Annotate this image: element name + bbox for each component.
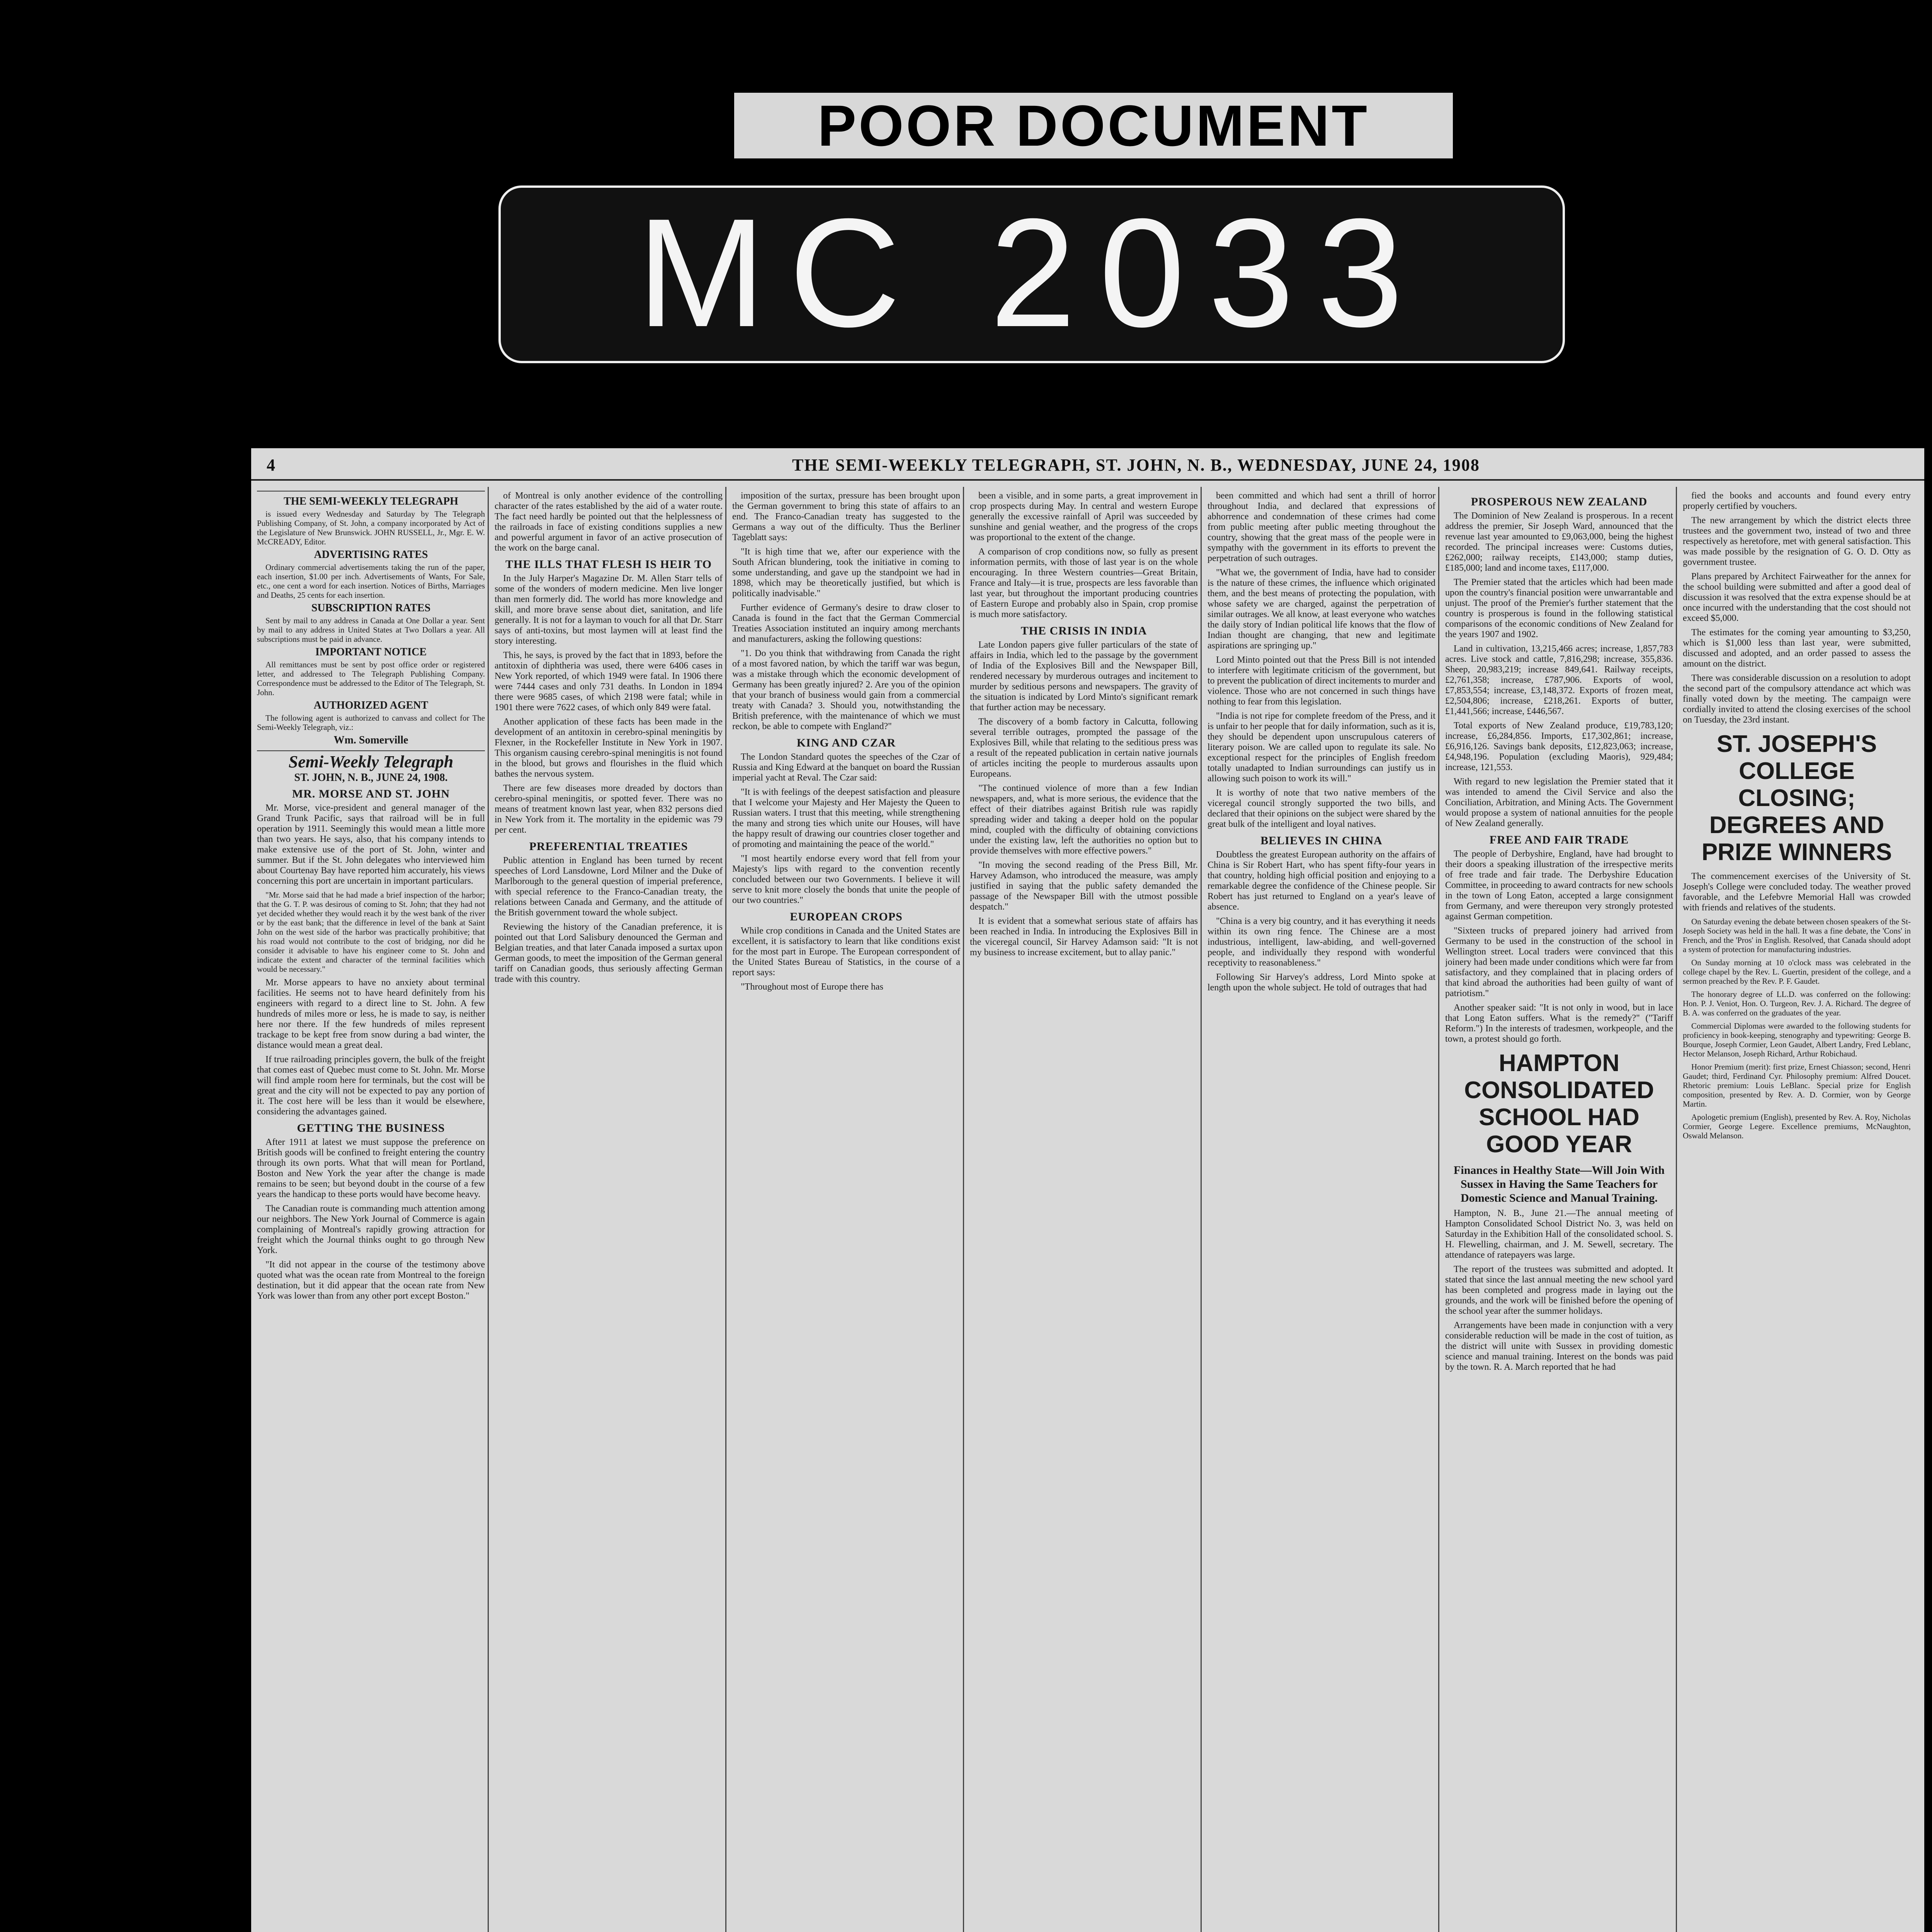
paragraph: Total exports of New Zealand produce, £19,783,120; increase, £6,284,856. Imports, £17,302,861; increase, £6,916,126. Savings bank deposits, £12,823,063; increase, £4,948,196. Population (excluding Maoris), 929,484; increase, 121,553. [1445, 721, 1673, 772]
paragraph: Doubtless the greatest European authority on the affairs of China is Sir Robert Hart, who has spent fifty-four years in that country, holding high official position and enjoying to a remarkable degree the confidence of the Chinese people. Sir Robert has just returned to England on a year's leave of absence. [1208, 850, 1435, 912]
paragraph: Arrangements have been made in conjunction with a very considerable reduction will be made in the cost of tuition, as the district will unite with Sussex in providing domestic science and manual training. Interest on the bonds was paid by the town. R. A. March reported that he had [1445, 1320, 1673, 1372]
sub-heading: SUBSCRIPTION RATES [311, 602, 431, 614]
paragraph: There was considerable discussion on a resolution to adopt the second part of the compulsory attendance act which was finally voted down by the meeting. The campaign were cordially invited to attend the closing exercises of the school on Tuesday, the 23rd instant. [1683, 673, 1911, 725]
paragraph: The honorary degree of LL.D. was conferred on the following: Hon. P. J. Veniot, Hon. O. Turgeon, Rev. J. A. Richard. The degree of B. A. was conferred on the graduates of the year. [1683, 990, 1911, 1017]
column-4 [970, 491, 1198, 1932]
paragraph: It is evident that a somewhat serious state of affairs has been reached in India. In introducing the Explosives Bill in the viceregal council, Sir Harvey Adamson said: "It is not my business to increase excitement, but to allay panic." [970, 916, 1198, 957]
headline: KING AND CZAR [796, 736, 896, 749]
headline: GETTING THE BUSINESS [297, 1122, 445, 1134]
column-rule [488, 487, 489, 1932]
paragraph: A comparison of crop conditions now, so fully as present information permits, with those of last year is on the whole encouraging. In three Western countries—Great Britain, France and Italy—it is true, prospects are less favorable than last year, but throughout the important producing countries of Eastern Europe and probably also in Spain, crop promise is much more satisfactory. [970, 547, 1198, 619]
paragraph: Following Sir Harvey's address, Lord Minto spoke at length upon the whole subject. He told of outrages that had [1208, 972, 1435, 993]
paragraph: Plans prepared by Architect Fairweather for the annex for the school building were submitted and after a good deal of discussion it was resolved that the extra expense should be at once incurred with the understanding that the cost should not exceed $5,000. [1683, 571, 1911, 623]
headline-large: HAMPTON CONSOLIDATED SCHOOL HAD GOOD YEAR [1464, 1050, 1654, 1158]
adv-body: Ordinary commercial advertisements taking the run of the paper, each insertion, $1.00 per inch. Advertisements of Wants, For Sale, etc., one cent a word for each insertion. Notices of Births, Marriages and Deaths, 25 cents for each insertion. [257, 563, 485, 600]
paragraph: "It is with feelings of the deepest satisfaction and pleasure that I welcome your Majesty and Her Majesty the Queen to Russian waters. I trust that this meeting, while strengthening the many and strong ties which unite our Houses, will have the happy result of drawing our countries closer together and of promoting and maintaining the peace of the world." [732, 787, 960, 849]
paragraph: Reviewing the history of the Canadian preference, it is pointed out that Lord Salisbury denounced the German and Belgian treaties, and that later Canada imposed a surtax upon German goods, to meet the imposition of the German general tariff on Canadian goods, thus seriously affecting German trade with this country. [495, 922, 723, 984]
paragraph: Mr. Morse appears to have no anxiety about terminal facilities. He seems not to have heard definitely from his engineers with regard to a direct line to St. John. A few hundreds of miles more or less, he is made to say, is neither here nor there. If the few hundreds of miles represent trackage to be kept free from snow during a bad winter, the distance would mean a great deal. [257, 978, 485, 1050]
paragraph: Commercial Diplomas were awarded to the following students for proficiency in book-keeping, stenography and typewriting: George B. Bourque, Joseph Cormier, Leon Gaudet, Albert Landry, Fred Leblanc, Hector Melanson, Joseph Richard, Arthur Robichaud. [1683, 1021, 1911, 1058]
paragraph: "The continued violence of more than a few Indian newspapers, and, what is more serious, the evidence that the effect of their diatribes against British rule was rapidly spreading wider and taking a deeper hold on the popular mind, coupled with the difficulty of obtaining convictions under the existing law, left the authorities no option but to provide themselves with more effective powers." [970, 783, 1198, 856]
column-5 [1208, 491, 1435, 1932]
paragraph: With regard to new legislation the Premier stated that it was intended to amend the Civil Service and also the Conciliation, Arbitration, and Mining Acts. The Government would propose a system of national annuities for the people of New Zealand generally. [1445, 777, 1673, 828]
paragraph: of Montreal is only another evidence of the controlling character of the rates established by the aid of a water route. The fact need hardly be pointed out that the helplessness of the railroads in face of existing conditions supplies a new and powerful argument in favor of an active prosecution of the work on the barge canal. [495, 491, 723, 553]
headline-large: ST. JOSEPH'S COLLEGE CLOSING; DEGREES AND PRIZE WINNERS [1701, 731, 1892, 866]
column-3 [732, 491, 960, 1932]
paragraph: Another speaker said: "It is not only in wood, but in lace that Long Eaton suffers. What is the remedy?" ("Tariff Reform.") In the interests of tradesmen, workpeople, and the town, a protest should go forth. [1445, 1003, 1673, 1044]
paragraph: fied the books and accounts and found every entry properly certified by vouchers. [1683, 491, 1911, 511]
nameplate: Semi-Weekly Telegraph [288, 752, 454, 771]
page-number: 4 [267, 456, 275, 474]
paragraph: "In moving the second reading of the Press Bill, Mr. Harvey Adamson, who introduced the measure, was amply justified in saying that the public safety demanded the passage of the Newspaper Bill with the utmost possible despatch." [970, 860, 1198, 912]
paragraph: After 1911 at latest we must suppose the preference on British goods will be confined to freight entering the country through its own ports. What that will mean for Portland, Boston and New York the year after the change is made remains to be seen; but beyond doubt in the course of a few years the handicap to these ports would have become heavy. [257, 1137, 485, 1199]
paragraph: Another application of these facts has been made in the development of an antitoxin in cerebro-spinal meningitis by Flexner, in the Rockefeller Institute in New York in 1907. This organism causing cerebro-spinal meningitis is not found in the blood, but grows and flourishes in the fluid which bathes the nervous system. [495, 717, 723, 779]
column-2 [495, 491, 723, 1932]
agent-body: The following agent is authorized to canvass and collect for The Semi-Weekly Telegraph, viz.: [257, 713, 485, 732]
paragraph: "Sixteen trucks of prepared joinery had arrived from Germany to be used in the construction of the school in Wellington street. Local traders were convinced that this joinery had been made under conditions which were far from satisfactory, and they complained that in placing orders of that kind abroad the authorities had been guilty of want of patriotism." [1445, 926, 1673, 998]
pub-heading: THE SEMI-WEEKLY TELEGRAPH [284, 495, 458, 507]
headline: THE CRISIS IN INDIA [1020, 624, 1147, 637]
paragraph: "1. Do you think that withdrawing from Canada the right of a most favored nation, by which the tariff war was begun, was a mistake through which the economic development of Germany has been greatly injured? 2. Are you of the opinion that your branch of business would gain from a commercial treaty with Canada? 3. Should you, notwithstanding the British preference, with the maintenance of which we must reckon, be able to compete with England?" [732, 648, 960, 731]
headline: PREFERENTIAL TREATIES [529, 840, 688, 853]
paragraph: Further evidence of Germany's desire to draw closer to Canada is found in the fact that the German Commercial Treaties Association instituted an inquiry among merchants and manufacturers, asking the following questions: [732, 603, 960, 644]
subheadline: Finances in Healthy State—Will Join With Sussex in Having the Same Teachers for Domestic Science and Manual Training. [1454, 1164, 1665, 1204]
paragraph: "It did not appear in the course of the testimony above quoted what was the ocean rate from Montreal to the foreign destination, but it did appear that the ocean rate from New York was lower than from any other port except Boston." [257, 1260, 485, 1301]
headline: BELIEVES IN CHINA [1260, 834, 1383, 847]
paragraph: been committed and which had sent a thrill of horror throughout India, and declared that expressions of abhorrence and condemnation of these crimes had come from public meeting after public meeting throughout the country, showing that the great mass of the people were in sympathy with the government in its efforts to prevent the perpetration of such outrages. [1208, 491, 1435, 563]
paragraph: There are few diseases more dreaded by doctors than cerebro-spinal meningitis, or spotted fever. There was no means of treatment known last year, when 832 persons died in New York from it. The mortality in the epidemic was 79 per cent. [495, 783, 723, 835]
paragraph: Apologetic premium (English), presented by Rev. A. Roy, Nicholas Cormier, George Legere. Excellence premiums, McNaughton, Oswald Melanson. [1683, 1112, 1911, 1140]
paragraph: If true railroading principles govern, the bulk of the freight that comes east of Quebec must come to St. John. Mr. Morse will find ample room here for terminals, but the cost will be great and the city will not be expected to pay any portion of it. The cost here will be less than it would be elsewhere, considering the advantages gained. [257, 1054, 485, 1117]
paragraph: On Saturday evening the debate between chosen speakers of the St-Joseph Society was held in the hall. It was a fine debate, the 'Cons' in French, and the 'Pros' in English. Resolved, that Canada should adopt a system of protection for manufacturing industries. [1683, 917, 1911, 954]
headline: EUROPEAN CROPS [790, 910, 903, 923]
column-6 [1445, 491, 1673, 1932]
pub-body: is issued every Wednesday and Saturday by The Telegraph Publishing Company, of St. John, a company incorporated by Act of the Legislature of New Brunswick. JOHN RUSSELL, Jr., Mgr. E. W. McCREADY, Editor. [257, 509, 485, 546]
paragraph: Mr. Morse, vice-president and general manager of the Grand Trunk Pacific, says that railroad will be in full operation by 1911. Seemingly this would mean a little more than two years. He says, also, that his company intends to make extensive use of the port of St. John, winter and summer. But if the St. John delegates who interviewed him about Courtenay Bay have reported him accurately, his views concerning this port are uncertain in important particulars. [257, 803, 485, 886]
paragraph: The discovery of a bomb factory in Calcutta, following several terrible outrages, prompted the passage of the Explosives Bill, while that relating to the seditious press was a result of the repeated publication in certain native journals of articles inciting the people to murderous assaults upon Europeans. [970, 717, 1198, 779]
paragraph: "India is not ripe for complete freedom of the Press, and it is unfair to her people that for daily information, such as it is, they should be dependent upon unscrupulous caterers of literary poison. We are called upon to regulate its sale. No exceptional respect for the principles of English freedom totally unadapted to Indian surroundings can justify us in allowing such poison to work its will." [1208, 711, 1435, 784]
headline: PROSPEROUS NEW ZEALAND [1471, 495, 1648, 508]
column-rule [1676, 487, 1677, 1932]
column-rule [1438, 487, 1439, 1932]
paragraph: "I most heartily endorse every word that fell from your Majesty's lips with regard to the convention recently concluded between our two Governments. I believe it will serve to knit more closely the bonds that unite the people of our two countries." [732, 854, 960, 905]
agent-heading: AUTHORIZED AGENT [313, 699, 429, 711]
paragraph: Lord Minto pointed out that the Press Bill is not intended to interfere with legitimate criticism of the government, but to prevent the publication of direct incitements to murder and violence. Those who are not concerned in such things have nothing to fear from this legislation. [1208, 655, 1435, 707]
paragraph: The Canadian route is commanding much attention among our neighbors. The New York Journal of Commerce is again complaining of Montreal's rapidly growing attraction for freight which the Journal thinks ought to go through New York. [257, 1204, 485, 1255]
microfilm-code: MC 2033 [498, 185, 1565, 363]
paragraph: On Sunday morning at 10 o'clock mass was celebrated in the college chapel by the Rev. L. Guertin, president of the college, and a sermon preached by the Rev. P. F. Gaudet. [1683, 958, 1911, 986]
notice-body: All remittances must be sent by post office order or registered letter, and addressed to The Telegraph Publishing Company. Correspondence must be addressed to the Editor of The Telegraph, St. John. [257, 660, 485, 697]
paragraph: "Mr. Morse said that he had made a brief inspection of the harbor; that the G. T. P. was desirous of coming to St. John; that they had not yet decided whether they would reach it by the west bank of the river or by the east bank; that the difference in level of the bank at Saint John on the west side of the harbor was practically prohibitive; that his road would not contribute to the cost of bridging, nor did he consider it advisable to have his engineer come to St. John and indicate the extent and character of the terminal facilities which would be necessary." [257, 890, 485, 974]
agent-name: Wm. Somerville [333, 734, 408, 746]
newspaper-page [251, 448, 1924, 1932]
column-rule [725, 487, 726, 1932]
adv-heading: ADVERTISING RATES [314, 549, 428, 561]
column-7 [1683, 491, 1911, 1932]
paragraph: "What we, the government of India, have had to consider is the nature of these crimes, the influence which originated them, and the best means of protecting the population, with whose safety we are charged, against the perpetration of similar outrages. We all know, at least everyone who watches the daily story of Indian political life knows that the flow of Indian thought are changing, that new and legitimate aspirations are springing up." [1208, 568, 1435, 651]
column-1 [257, 491, 485, 1932]
paragraph: The commencement exercises of the University of St. Joseph's College were concluded today. The weather proved favorable, and the Lefebvre Memorial Hall was crowded with friends and relatives of the students. [1683, 871, 1911, 913]
notice-heading: IMPORTANT NOTICE [315, 646, 427, 658]
poor-document-label: POOR DOCUMENT [734, 93, 1453, 158]
paragraph: The Premier stated that the articles which had been made upon the country's financial position were unwarrantable and unjust. The proof of the Premier's further statement that the country is prosperous is found in the following statistical comparisons of the economic conditions of New Zealand for the years 1907 and 1902. [1445, 577, 1673, 639]
paragraph: been a visible, and in some parts, a great improvement in crop prospects during May. In central and western Europe generally the excessive rainfall of April was succeeded by sunshine and genial weather, and the progress of the crops was proportional to the extent of the change. [970, 491, 1198, 543]
paragraph: imposition of the surtax, pressure has been brought upon the German government to bring this state of affairs to an end. The Franco-Canadian treaty has suggested to the Germans a way out of the difficulty. Thus the Berliner Tageblatt says: [732, 491, 960, 543]
paragraph: Late London papers give fuller particulars of the state of affairs in India, which led to the passage by the government of India of the Explosives Bill and the Newspaper Bill, rendered necessary by murderous outrages and incitement to murder by seditious persons and newspapers. The gravity of the situation is indicated by Lord Minto's significant remark that further action may be necessary. [970, 640, 1198, 713]
headline: FREE AND FAIR TRADE [1489, 833, 1629, 846]
paragraph: While crop conditions in Canada and the United States are excellent, it is satisfactory to learn that like conditions exist for the most part in Europe. The European correspondent of the United States Bureau of Statistics, in the course of a report says: [732, 926, 960, 978]
paragraph: Honor Premium (merit): first prize, Ernest Chiasson; second, Henri Gaudet; third, Ferdinand Cyr. Philosophy premium: Alfred Doucet. Rhetoric premium: Louis LeBlanc. Special prize for English composition, presented by Rev. A. D. Cormier, won by George Martin. [1683, 1062, 1911, 1109]
paragraph: The people of Derbyshire, England, have had brought to their doors a speaking illustration of the irrespective merits of free trade and fair trade. The Derbyshire Education Committee, in proceeding to award contracts for new schools in the town of Long Eaton, accepted a large consignment from Germany, and were thereupon very strongly protested against German competition. [1445, 849, 1673, 922]
paragraph: It is worthy of note that two native members of the viceregal council strongly supported the two bills, and declared that their opinions on the subject were shared by the great bulk of the intelligent and loyal natives. [1208, 788, 1435, 829]
column-rule [963, 487, 964, 1932]
masthead-title: THE SEMI-WEEKLY TELEGRAPH, ST. JOHN, N. B., WEDNESDAY, JUNE 24, 1908 [792, 456, 1480, 474]
paragraph: "Throughout most of Europe there has [741, 982, 884, 992]
paragraph: The new arrangement by which the district elects three trustees and the government two, instead of two and three respectively as heretofore, met with general satisfaction. This was made possible by the resignation of G. O. D. Otty as government trustee. [1683, 515, 1911, 567]
paragraph: This, he says, is proved by the fact that in 1893, before the antitoxin of diphtheria was used, there were 6406 cases in New York reported, of which 1949 were fatal. In 1906 there were 7444 cases and only 731 deaths. In London in 1894 there were 9685 cases, of which 2198 were fatal; while in 1901 there were 7622 cases, of which only 849 were fatal. [495, 650, 723, 713]
headline: MR. MORSE AND ST. JOHN [292, 787, 450, 800]
paragraph: The estimates for the coming year amounting to $3,250, which is $1,000 less than last year, were submitted, discussed and adopted, and an order passed to assess the amount on the district. [1683, 628, 1911, 669]
paragraph: The report of the trustees was submitted and adopted. It stated that since the last annual meeting the new school yard has been completed and progress made in laying out the grounds, and the work will be finished before the opening of the school year after the summer holidays. [1445, 1264, 1673, 1316]
paragraph: In the July Harper's Magazine Dr. M. Allen Starr tells of some of the wonders of modern medicine. Men live longer than men formerly did. The world has more knowledge and skill, and more brave sense about diet, sanitation, and life generally. It is not for a layman to vouch for all that Dr. Starr says of anti-toxins, but most laymen will at least find the story interesting. [495, 573, 723, 646]
paragraph: "It is high time that we, after our experience with the South African blundering, took the initiative in coming to some understanding, and gave up the standpoint we had in 1898, which may be theoretically justified, but which is politically inadvisable." [732, 547, 960, 599]
column-rule [1201, 487, 1202, 1932]
paragraph: "China is a very big country, and it has everything it needs within its own ring fence. The Chinese are a most industrious, intelligent, law-abiding, and well-governed people, and individually they respond with wonderful receptivity to reasonableness." [1208, 916, 1435, 968]
paragraph: Public attention in England has been turned by recent speeches of Lord Lansdowne, Lord Milner and the Duke of Marlborough to the general question of imperial preference, with special reference to the Franco-Canadian treaty, the relations between Canada and Germany, and the attitude of the British government toward the whole subject. [495, 855, 723, 918]
paragraph: Hampton, N. B., June 21.—The annual meeting of Hampton Consolidated School District No. 3, was held on Saturday in the Exhibition Hall of the consolidated school. S. H. Flewelling, chairman, and J. M. Sewell, secretary. The attendance of ratepayers was large. [1445, 1208, 1673, 1260]
paragraph: The Dominion of New Zealand is prosperous. In a recent address the premier, Sir Joseph Ward, announced that the revenue last year amounted to £9,063,000, being the highest recorded. The principal increases were: Customs duties, £262,000; railway receipts, £143,000; stamp duties, £185,000; land and income taxes, £117,000. [1445, 511, 1673, 573]
paragraph: Land in cultivation, 13,215,466 acres; increase, 1,857,783 acres. Live stock and cattle, 7,816,298; increase, 355,836. Sheep, 20,983,219; increase 849,641. Railway receipts, £2,761,358; increase, £787,906. Exports of wool, £7,853,554; increase, £3,148,372. Exports of frozen meat, £2,504,806; increase, £218,261. Exports of butter, £1,441,566; increase, £446,567. [1445, 644, 1673, 716]
dateline: ST. JOHN, N. B., JUNE 24, 1908. [294, 772, 448, 784]
headline: THE ILLS THAT FLESH IS HEIR TO [505, 558, 712, 571]
sub-body: Sent by mail to any address in Canada at One Dollar a year. Sent by mail to any address in United States at Two Dollars a year. All subscriptions must be paid in advance. [257, 616, 485, 644]
masthead [251, 452, 1924, 481]
paragraph: The London Standard quotes the speeches of the Czar of Russia and King Edward at the banquet on board the Russian imperial yacht at Reval. The Czar said: [732, 752, 960, 783]
